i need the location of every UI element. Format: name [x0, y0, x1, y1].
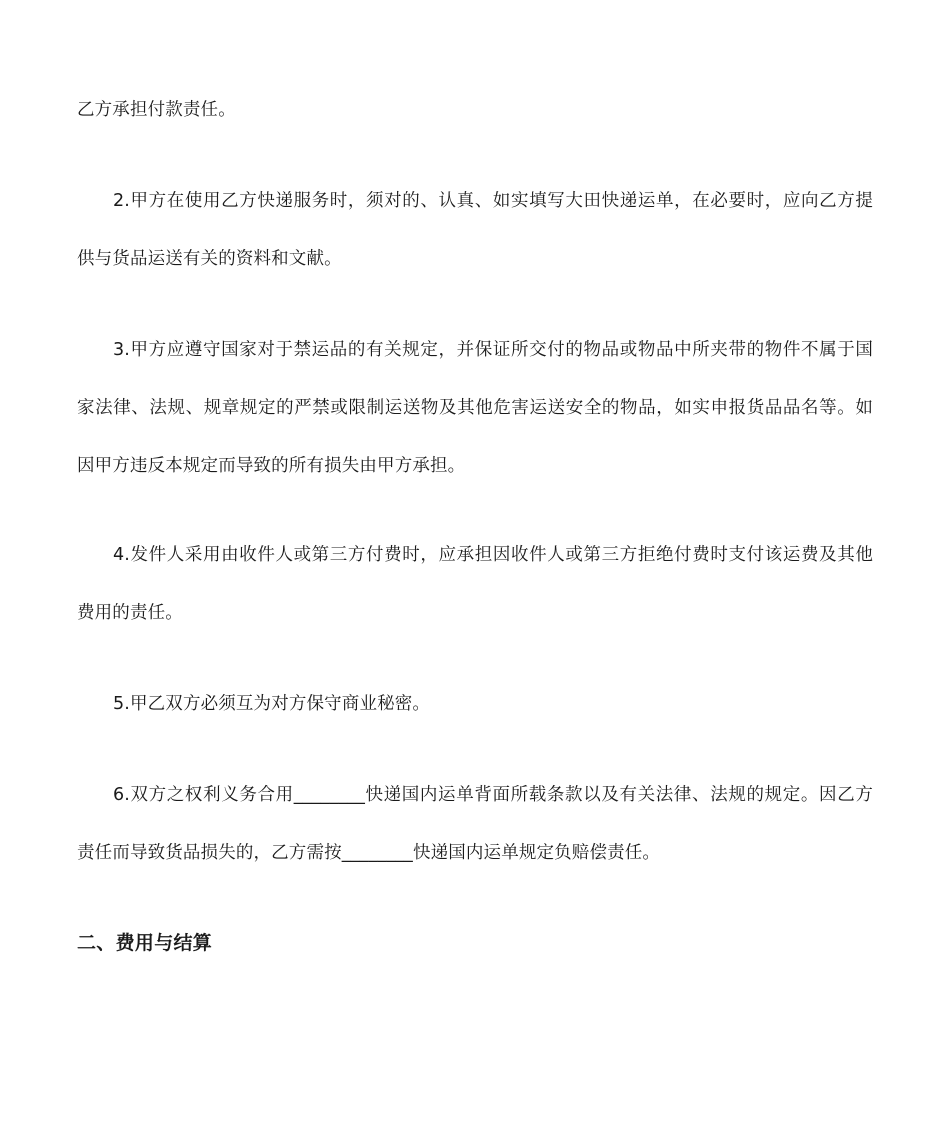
clause-2-line-1: 2.甲方在使用乙方快递服务时，须对的、认真、如实填写大田快递运单，在必要时，应向乙方提	[113, 191, 873, 211]
paragraph-1-continuation: 乙方承担付款责任。	[77, 100, 236, 120]
clause-6-line-2: 责任而导致货品损失的，乙方需按________快递国内运单规定负赔偿责任。	[77, 843, 661, 863]
clause-5-line-1: 5.甲乙双方必须互为对方保守商业秘密。	[113, 694, 431, 714]
clause-6-line-1: 6.双方之权利义务合用________快递国内运单背面所载条款以及有关法律、法规的规定。因乙方	[113, 785, 873, 805]
clause-4-line-1: 4.发件人采用由收件人或第三方付费时，应承担因收件人或第三方拒绝付费时支付该运费及其他	[113, 545, 873, 565]
clause-2-line-2: 供与货品运送有关的资料和文献。	[77, 249, 342, 269]
clause-3-line-2: 家法律、法规、规章规定的严禁或限制运送物及其他危害运送安全的物品，如实申报货品品名等。如	[77, 398, 873, 418]
clause-3-line-1: 3.甲方应遵守国家对于禁运品的有关规定，并保证所交付的物品或物品中所夹带的物件不属于国	[113, 340, 873, 360]
clause-3-line-3: 因甲方违反本规定而导致的所有损失由甲方承担。	[77, 456, 466, 476]
clause-4-line-2: 费用的责任。	[77, 603, 183, 623]
section-heading: 二、费用与结算	[77, 932, 213, 954]
